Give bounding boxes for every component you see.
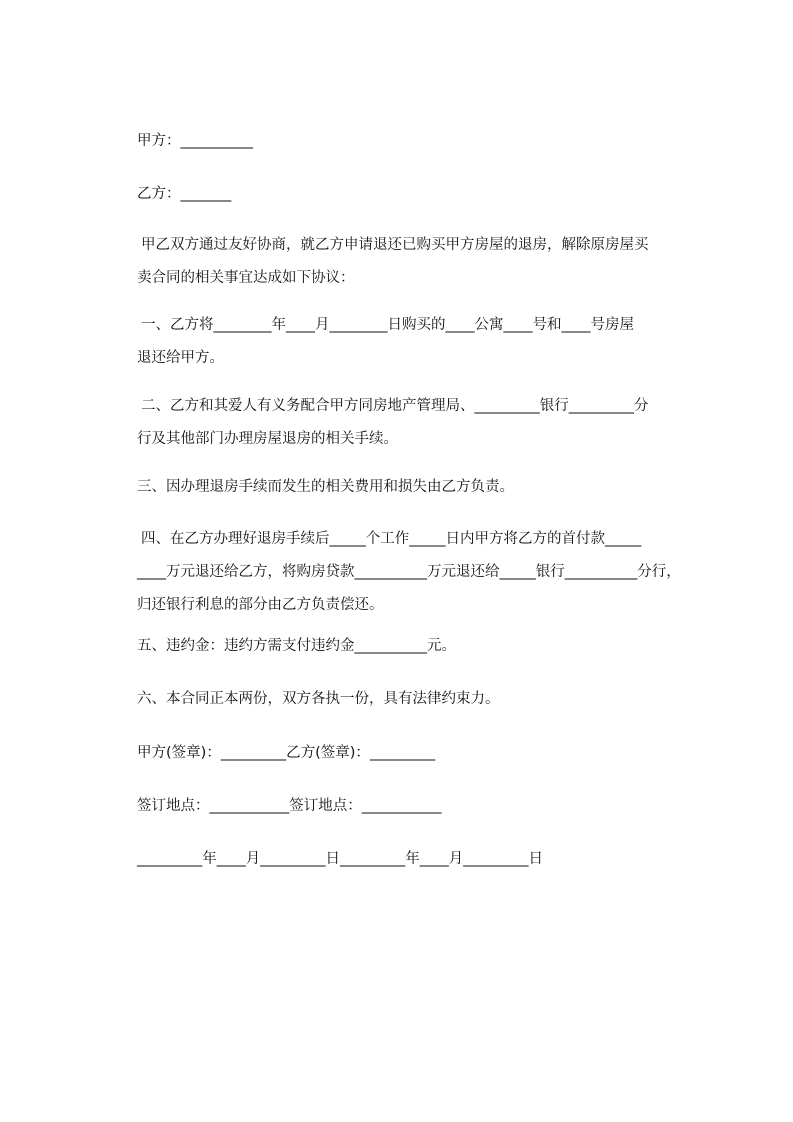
clause-2-paragraph	[137, 390, 701, 456]
clause-1-line-2: 退还给甲方。	[137, 350, 224, 366]
clause-1-line-1: 一、乙方将________年____月________日购买的____公寓____号和____号房屋	[141, 317, 634, 333]
clause-4-line-3: 归还银行利息的部分由乙方负责偿还。	[137, 597, 384, 613]
clause-4-line-1: 四、在乙方办理好退房手续后_____个工作_____日内甲方将乙方的首付款_____	[141, 531, 642, 547]
intro-line-2: 卖合同的相关事宜达成如下协议：	[137, 270, 355, 286]
clause-2-line-2: 行及其他部门办理房屋退房的相关手续。	[137, 431, 398, 447]
clause-3-line: 三、因办理退房手续而发生的相关费用和损失由乙方负责。	[137, 479, 514, 495]
party-a-line: 甲方：__________	[137, 133, 253, 149]
clause-4-line-2: ____万元退还给乙方，将购房贷款__________万元退还给_____银行__________分行，	[137, 564, 681, 580]
party-b-line: 乙方：_______	[137, 186, 232, 202]
clause-1-paragraph	[137, 309, 701, 375]
clause-4-paragraph	[137, 523, 701, 622]
date-line: _________年____月_________日_________年____月_________日	[137, 851, 543, 867]
clause-2-line-1: 二、乙方和其爱人有义务配合甲方同房地产管理局、_________银行_________分	[141, 398, 649, 414]
intro-line-1: 甲乙双方通过友好协商，就乙方申请退还已购买甲方房屋的退房，解除原房屋买	[141, 237, 649, 253]
signature-line: 甲方(签章)：_________乙方(签章)：_________	[137, 745, 436, 761]
intro-paragraph	[137, 229, 701, 295]
clause-6-line: 六、本合同正本两份，双方各执一份，具有法律约束力。	[137, 691, 500, 707]
clause-5-line: 五、违约金：违约方需支付违约金__________元。	[137, 638, 456, 654]
signing-place-line: 签订地点：___________签订地点：___________	[137, 798, 442, 814]
